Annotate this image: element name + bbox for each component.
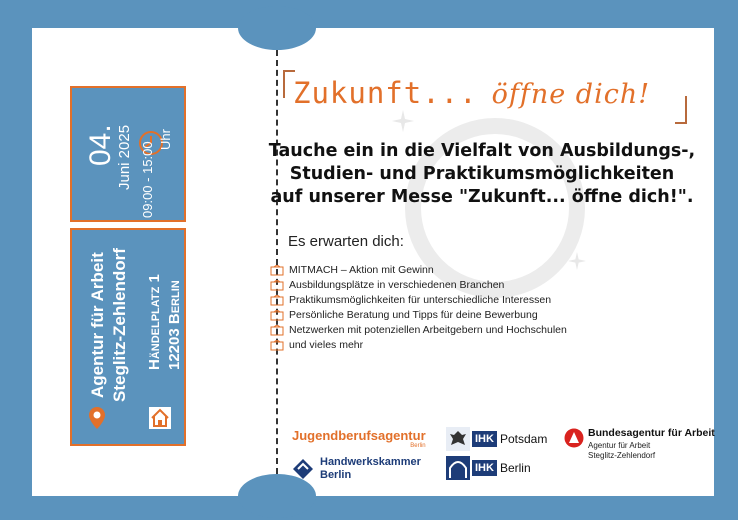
logo-jba-part2: berufsagentur [338,428,426,443]
date-month-year: Juni 2025 [116,124,133,190]
list-item-text: Netzwerken mit potenziellen Arbeitgebern und Hochschulen [289,323,567,336]
date-time-unit: Uhr [158,129,173,150]
bullet-icon [270,339,284,351]
logo-ihk-tag: IHK [472,431,497,447]
list-item [270,337,567,352]
map-pin-icon [88,406,106,430]
logo-ihk-tag: IHK [472,460,497,476]
list-item [270,262,567,277]
hwk-emblem-icon [292,458,314,480]
logo-hwk-line1: Handwerkskammer [320,456,421,468]
logo-hwk-line2: Berlin [320,469,352,481]
bullet-icon [270,309,284,321]
location-street: Händelplatz 1 [146,274,163,370]
logo-jba-sub: Berlin [410,443,426,449]
logo-ba-title: Bundesagentur für Arbeit [588,427,715,439]
list-item-text: Persönliche Beratung und Tipps für deine Bewerbung [289,308,538,321]
list-item-text: MITMACH – Aktion mit Gewinn [289,263,434,276]
headline-bracket-right [675,96,687,124]
home-icon [148,406,172,430]
location-box [70,228,186,446]
logo-ihk-berlin [446,456,531,480]
list-item-text: Ausbildungsplätze in verschiedenen Branchen [289,278,505,291]
list-item-text: und vieles mehr [289,338,364,351]
ba-emblem-icon [564,428,584,448]
logo-ba-line2: Steglitz-Zehlendorf [588,451,656,460]
headline-main: Zukunft... [293,76,478,110]
location-city: 12203 Berlin [166,280,183,370]
list-item [270,292,567,307]
logo-ba-line1: Agentur für Arbeit [588,441,651,450]
bullet-icon [270,324,284,336]
eagle-emblem-icon [446,427,470,451]
sparkle-icon [392,110,414,132]
logo-handwerkskammer [292,456,421,482]
bullet-icon [270,294,284,306]
intro-line: Tauche ein in die Vielfalt von Ausbildungs-, [268,141,696,161]
offer-list [270,262,567,352]
logo-jba-part1: Jugend [292,428,339,443]
list-item [270,277,567,292]
intro-text [252,140,712,209]
date-day: 04. [84,124,117,166]
logo-jugendberufsagentur [292,428,426,449]
list-item [270,322,567,337]
sparkle-icon [568,252,586,270]
arch-emblem-icon [446,456,470,480]
ticket-notch-top [238,6,316,50]
location-line2: Steglitz-Zehlendorf [110,248,129,402]
intro-line: Studien- und Praktikumsmöglichkeiten [289,164,675,184]
headline [293,76,650,111]
bullet-icon [270,264,284,276]
logo-ihk-potsdam [446,427,547,451]
headline-accent: öffne dich! [491,79,651,110]
list-item-text: Praktikumsmöglichkeiten für unterschiedliche Interessen [289,293,552,306]
logo-ihk-name: Berlin [499,461,531,475]
list-item [270,307,567,322]
date-time: 09:00 - 15:00 [140,141,155,218]
subheading: Es erwarten dich: [288,233,404,250]
bullet-icon [270,279,284,291]
logo-bundesagentur [564,428,715,461]
logo-ihk-name: Potsdam [499,432,548,446]
intro-line: auf unserer Messe "Zukunft... öffne dich!". [270,187,694,207]
date-box [70,86,186,222]
location-line1: Agentur für Arbeit [88,252,107,398]
